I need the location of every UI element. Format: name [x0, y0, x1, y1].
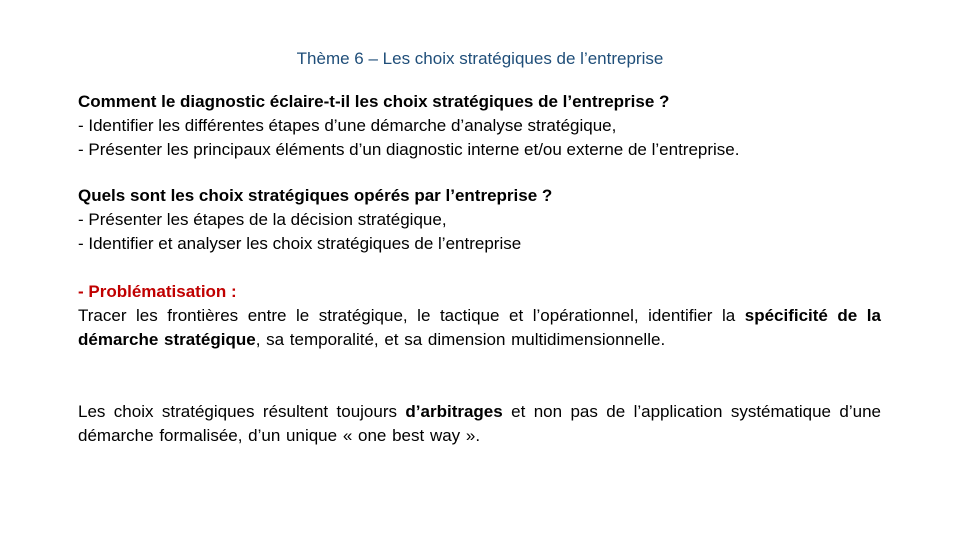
section-item: - Identifier et analyser les choix stratégiques de l’entreprise: [78, 234, 522, 253]
section-item: - Présenter les étapes de la décision stratégique,: [78, 210, 447, 229]
problematisation-bold-text: spécificité de la démarche stratégique: [78, 306, 881, 349]
section-problematisation: [78, 280, 881, 352]
section-choix: [78, 184, 881, 256]
problematisation-text: Tracer les frontières entre le stratégique, le tactique et l’opérationnel, identifier la: [78, 306, 745, 325]
problematisation-dash: -: [78, 282, 89, 301]
conclusion-bold-text: d’arbitrages: [405, 402, 503, 421]
conclusion-text-end: et non pas de l’application systématique d’une démarche formalisée, d’un unique « one best way ».: [78, 402, 881, 445]
section-diagnostic: [78, 90, 881, 162]
section-item: - Présenter les principaux éléments d’un diagnostic interne et/ou externe de l’entreprise.: [78, 140, 740, 159]
problematisation-text-end: , sa temporalité, et sa dimension multidimensionnelle.: [255, 330, 666, 349]
page-title: Thème 6 – Les choix stratégiques de l’entreprise: [296, 49, 664, 68]
conclusion-text: Les choix stratégiques résultent toujours: [78, 402, 406, 421]
section-question: Comment le diagnostic éclaire-t-il les choix stratégiques de l’entreprise ?: [78, 92, 670, 111]
section-item: - Identifier les différentes étapes d’une démarche d’analyse stratégique,: [78, 116, 617, 135]
problematisation-heading: [78, 280, 881, 304]
conclusion-paragraph: [78, 400, 881, 448]
problematisation-paragraph: [78, 304, 881, 352]
section-question: Quels sont les choix stratégiques opérés par l’entreprise ?: [78, 186, 553, 205]
problematisation-label: Problématisation :: [88, 282, 237, 301]
